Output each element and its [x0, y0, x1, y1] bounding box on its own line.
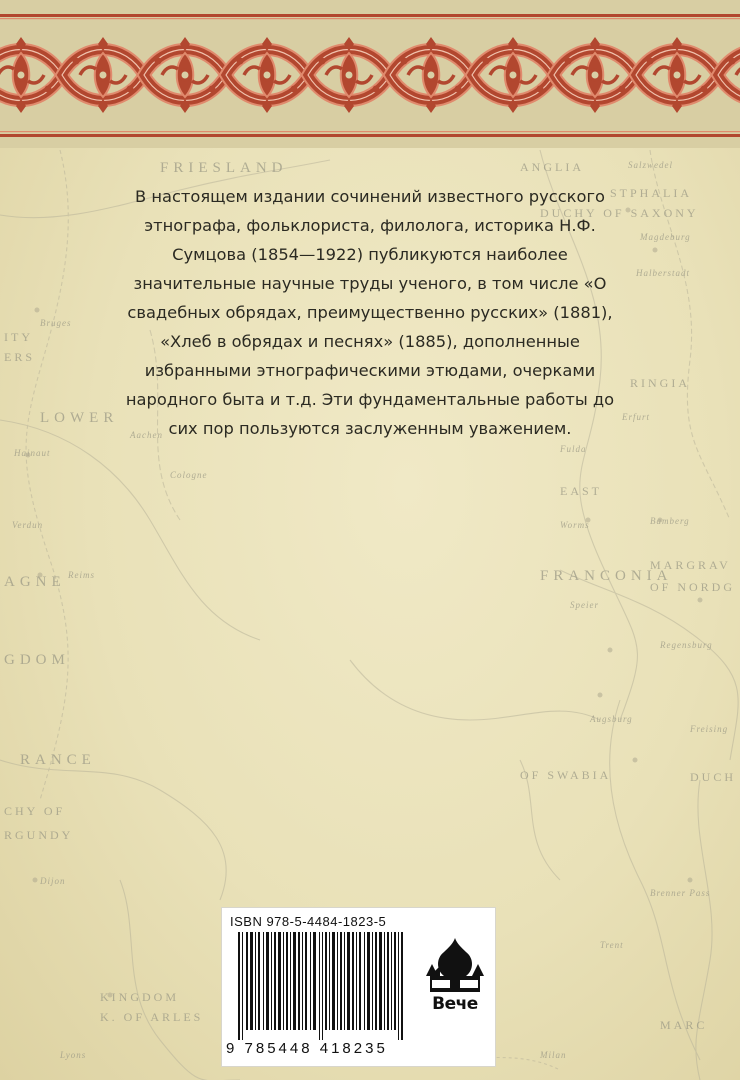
map-label-swabia: OF SWABIA [520, 768, 612, 782]
map-label-lyons: Lyons [60, 1050, 87, 1060]
isbn-label: ISBN 978-5-4484-1823-5 [230, 914, 387, 929]
map-label-saxony: DUCHY OF SAXONY [540, 206, 699, 220]
book-description: В настоящем издании сочинений известного русского этнографа, фольклориста, филолога, историка Н.Ф. Сумцова (1854—1922) публикуются наиболее значительные научные труды ученого, в том числе «О свадебных обрядах, преимущественно русских» (1881), «Хлеб в обрядах и песнях» (1885), дополненные избранными этнографическими этюдами, очерками народного быта и т.д. Эти фундаментальные работы до сих пор пользуются заслуженным уважением. [125, 187, 615, 438]
map-label-hainaut: Hainaut [14, 448, 51, 458]
map-label-agne: AGNE [4, 574, 66, 590]
map-label-rgundy: RGUNDY [4, 828, 74, 842]
map-label-nordgau: OF NORDG [650, 580, 736, 594]
map-label-freising: Freising [690, 724, 729, 734]
map-label-salzwedel: Salzwedel [628, 160, 673, 170]
publisher-logo-icon [422, 936, 488, 1032]
map-label-trent: Trent [600, 940, 624, 950]
map-label-brenner: Brenner Pass [650, 888, 711, 898]
map-label-gdom: GDOM [4, 652, 70, 668]
map-label-margraviate: MARGRAV [650, 558, 731, 572]
map-label-dijon: Dijon [40, 876, 66, 886]
map-label-duchy: DUCH [690, 770, 737, 784]
map-label-rance: RANCE [20, 752, 96, 768]
map-label-franconia: FRANCONIA [540, 568, 673, 584]
map-label-regensburg: Regensburg [660, 640, 713, 650]
publisher-name: Вече [432, 994, 478, 1014]
map-label-kingdom: KINGDOM [100, 990, 179, 1004]
barcode-image [228, 932, 414, 1040]
map-label-bruges: Bruges [40, 318, 72, 328]
map-label-k-of-arles: K. OF ARLES [100, 1010, 204, 1024]
map-label-ity: ITY [4, 330, 33, 344]
map-label-erfurt: Erfurt [622, 412, 651, 422]
map-label-fulda: Fulda [560, 444, 587, 454]
map-label-worms: Worms [560, 520, 590, 530]
barcode-number: 9 785448 418235 [226, 1040, 388, 1057]
map-label-chy-of: CHY OF [4, 804, 66, 818]
map-label-milan: Milan [540, 1050, 567, 1060]
map-label-thuringia: RINGIA [630, 376, 690, 390]
map-label-aachen: Aachen [130, 430, 163, 440]
map-label-anglia: ANGLIA [520, 160, 584, 174]
map-label-lower: LOWER [40, 410, 119, 426]
map-label-verdun: Verdun [12, 520, 44, 530]
map-label-speier: Speier [570, 600, 599, 610]
map-label-cologne: Cologne [170, 470, 208, 480]
map-label-halberstadt: Halberstadt [636, 268, 691, 278]
map-label-marca: MARC [660, 1018, 708, 1032]
map-label-magdeburg: Magdeburg [640, 232, 691, 242]
map-label-reims: Reims [68, 570, 95, 580]
map-label-east: EAST [560, 484, 602, 498]
map-label-westphalia: STPHALIA [610, 186, 693, 200]
map-label-augsburg: Augsburg [590, 714, 633, 724]
isbn-barcode-block [222, 908, 495, 1066]
map-label-bamberg: Bamberg [650, 516, 690, 526]
ornament-band [0, 0, 740, 148]
map-label-friesland: FRIESLAND [160, 160, 288, 176]
map-label-ers: ERS [4, 350, 36, 364]
